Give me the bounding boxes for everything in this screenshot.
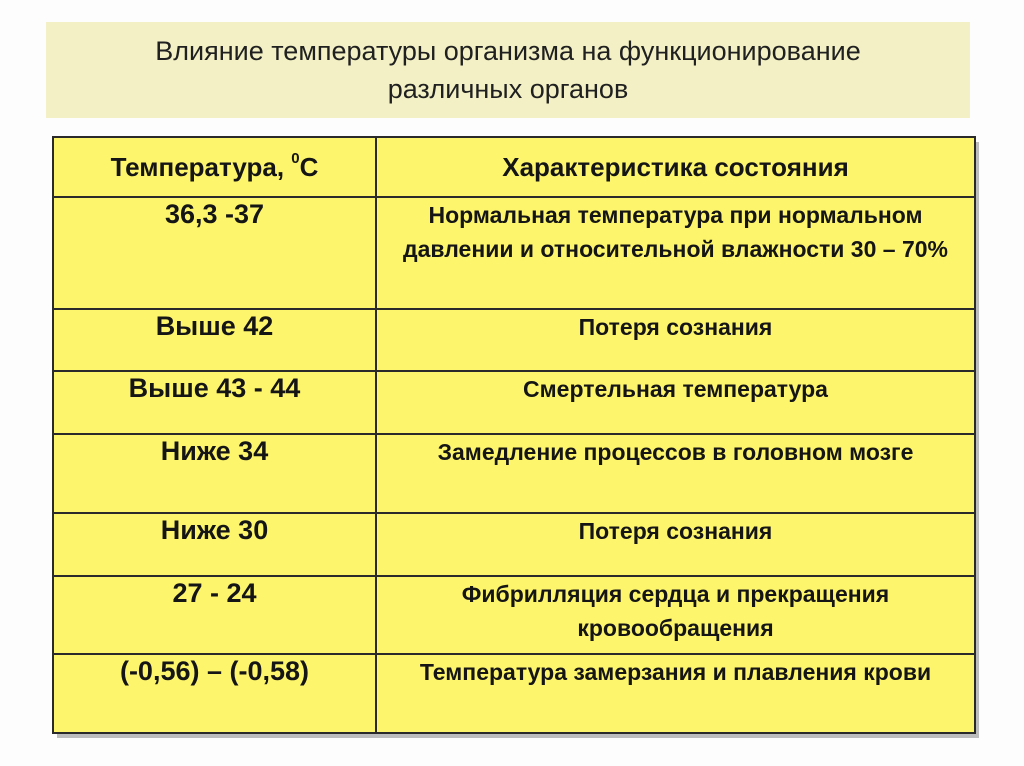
temperature-cell: Ниже 30 (53, 513, 376, 576)
title-box (46, 22, 970, 118)
header-temperature-unit: С (299, 151, 319, 182)
table-header-row (53, 137, 975, 197)
header-temperature-degree: 0 (291, 149, 300, 167)
description-cell: Фибрилляция сердца и прекращения кровообращения (376, 576, 975, 654)
header-temperature-label: Температура, (110, 151, 292, 182)
table-row (53, 309, 975, 371)
description-cell: Смертельная температура (376, 371, 975, 434)
header-description: Характеристика состояния (376, 137, 975, 197)
slide-title-line-1: Влияние температуры организма на функционирование (155, 36, 861, 66)
table-row (53, 513, 975, 576)
temperature-cell: (-0,56) – (-0,58) (53, 654, 376, 733)
temperature-cell: Выше 43 - 44 (53, 371, 376, 434)
table-row (53, 434, 975, 512)
table-row (53, 576, 975, 654)
temperature-cell: 27 - 24 (53, 576, 376, 654)
temperature-cell: 36,3 -37 (53, 197, 376, 309)
description-cell: Температура замерзания и плавления крови (376, 654, 975, 733)
slide-title (155, 32, 860, 108)
temperature-table (52, 136, 976, 734)
table-row (53, 654, 975, 733)
temperature-cell: Ниже 34 (53, 434, 376, 512)
temperature-cell: Выше 42 (53, 309, 376, 371)
header-temperature (53, 137, 376, 197)
table-row (53, 197, 975, 309)
description-cell: Замедление процессов в головном мозге (376, 434, 975, 512)
description-cell: Потеря сознания (376, 309, 975, 371)
description-cell: Потеря сознания (376, 513, 975, 576)
slide-title-line-2: различных органов (387, 74, 629, 104)
description-cell: Нормальная температура при нормальном давлении и относительной влажности 30 – 70% (376, 197, 975, 309)
table-row (53, 371, 975, 434)
